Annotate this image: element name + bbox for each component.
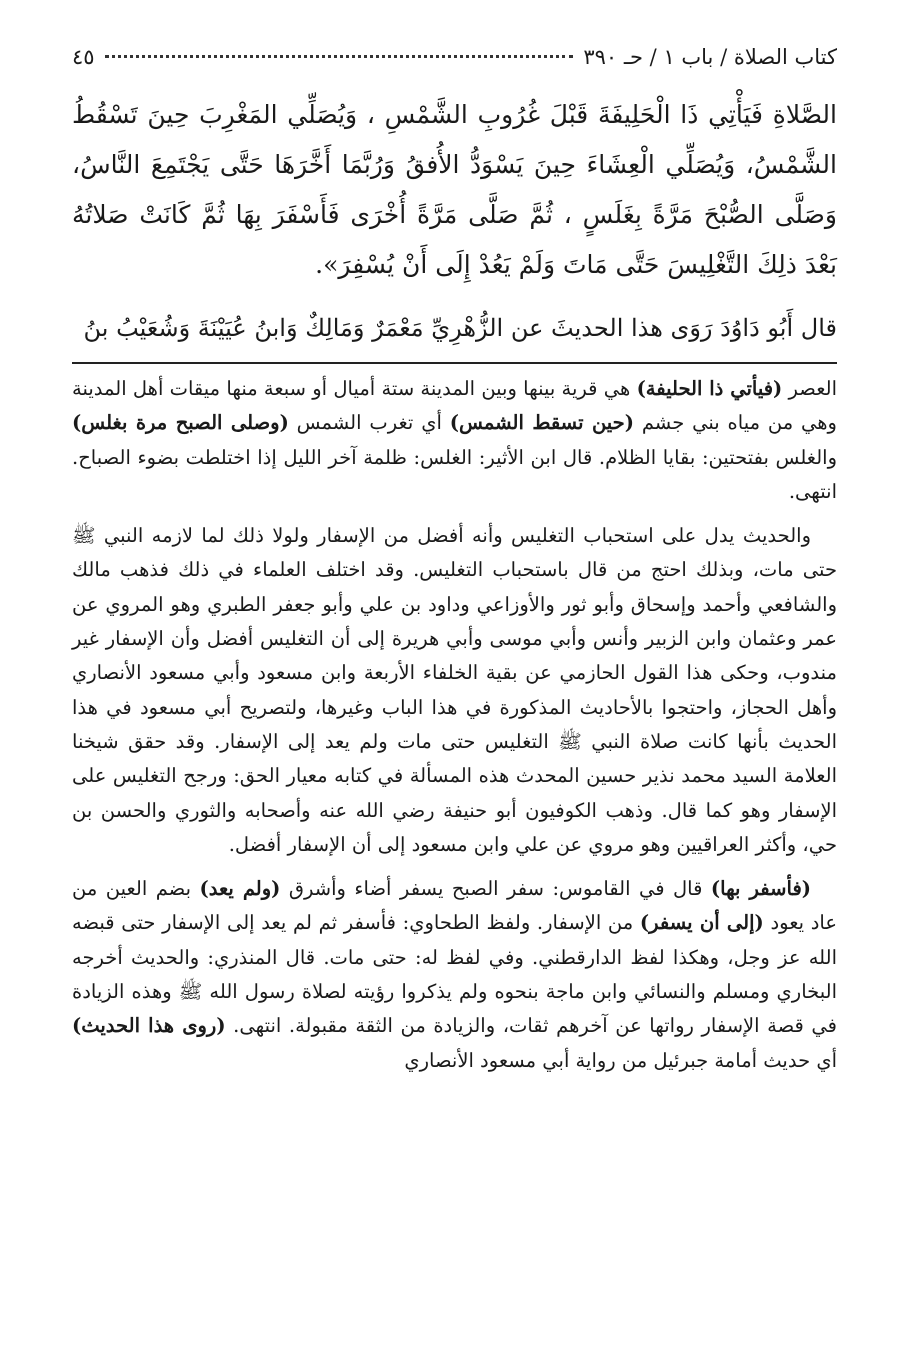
bold-quote: (فيأتي ذا الحليفة) (636, 377, 783, 400)
text-run: بضم العين من عاد يعود (72, 877, 837, 935)
hadith-text (72, 90, 837, 290)
page-number: ٤٥ (72, 45, 95, 69)
text-run: هي قرية بينها وبين المدينة ستة أميال أو سبعة منها ميقات أهل المدينة وهي من مياه بني جشم (72, 377, 837, 435)
bold-quote: (ولم يعد) (199, 877, 281, 901)
header-dotted-leader (105, 55, 574, 58)
text-run: العصر (782, 377, 837, 400)
commentary-paragraph-3 (72, 872, 837, 1078)
bold-quote: (حين تسقط الشمس) (449, 411, 634, 435)
commentary-paragraph-2: والحديث يدل على استحباب التغليس وأنه أفضل من الإسفار ولولا ذلك لما لازمه النبي ﷺ حتى مات، وبذلك احتج من قال باستحباب التغليس. وقد اختلف العلماء في ذلك فذهب مالك والشافعي وأحمد وإسحاق وأبو ثور والأوزاعي وداود بن علي وأبو جعفر الطبري وهو المروي عن عمر وعثمان وابن الزبير وأنس وأبي موسى وأبي هريرة إلى أن التغليس أفضل وأن الإسفار غير مندوب، وحكى هذا القول الحازمي عن بقية الخلفاء الأربعة وابن مسعود وأبي مسعود الأنصاري وأهل الحجاز، واحتجوا بالأحاديث المذكورة في هذا الباب وغيرها، ولتصريح أبي مسعود في هذا الحديث بأنها كانت صلاة النبي ﷺ التغليس حتى مات ولم يعد إلى الإسفار. وقد حقق شيخنا العلامة السيد محمد نذير حسين المحدث هذه المسألة في كتابه معيار الحق: ورجح التغليس على الإسفار وهو كما قال. وذهب الكوفيون أبو حنيفة رضي الله عنه وأصحابه والثوري والحسن بن حي، وأكثر العراقيين وهو مروي عن علي وابن مسعود إلى أن الإسفار أفضل. (72, 524, 837, 856)
commentary (72, 372, 837, 1078)
text-run: قال في القاموس: سفر الصبح يسفر أضاء وأشرق (280, 877, 711, 901)
footnote-separator (72, 362, 837, 364)
bold-quote: (إلى أن يسفر) (639, 911, 764, 935)
hadith-continuation: قال أَبُو دَاوُدَ رَوَى هذا الحديثَ عن الزُّهْرِيِّ مَعْمَرٌ وَمَالِكٌ وَابنُ عُيَيْنَةَ وَشُعَيْبُ بنُ (83, 314, 837, 342)
text-run: أي تغرب الشمس (288, 411, 450, 435)
bold-quote: (فأسفر بها) (710, 877, 811, 901)
text-run: من الإسفار. ولفظ الطحاوي: فأسفر ثم لم يعد إلى الإسفار حتى قبضه الله عز وجل، وهكذا لفظ الدارقطني. وفي لفظ له: حتى مات. قال المنذري: والحديث أخرجه البخاري ومسلم والنسائي وابن ماجة بنحوه ولم يذكروا رؤيته لصلاة رسول الله ﷺ وهذه الزيادة في قصة الإسفار رواتها عن آخرهم ثقات، والزيادة من الثقة مقبولة. انتهى. (72, 911, 837, 1038)
hadith-paragraph: الصَّلاةِ فَيَأْتِي ذَا الْحَلِيفَةَ قَبْلَ غُرُوبِ الشَّمْسِ ، وَيُصَلِّي المَغْرِبَ حِينَ تَسْقُطُ الشَّمْسُ، وَيُصَلِّي الْعِشَاءَ حِينَ يَسْوَدُّ الأُفقُ وَرُبَّمَا أَخَّرَهَا حَتَّى يَجْتَمِعَ النَّاسُ، وَصَلَّى الصُّبْحَ مَرَّةً بِغَلَسٍ ، ثُمَّ صَلَّى مَرَّةً أُخْرَى فَأَسْفَرَ بِهَا ثُمَّ كَانَتْ صَلاتُهُ بَعْدَ ذلِكَ التَّغْلِيسَ حَتَّى مَاتَ وَلَمْ يَعُدْ إِلَى أَنْ يُسْفِرَ». (72, 100, 837, 279)
commentary-paragraph-1 (72, 372, 837, 509)
bold-quote: (وصلى الصبح مرة بغلس) (72, 411, 289, 435)
running-header (72, 42, 837, 72)
text-run: والغلس بفتحتين: بقايا الظلام. قال ابن الأثير: الغلس: ظلمة آخر الليل إذا اختلطت بضوء الصباح. انتهى. (72, 445, 837, 503)
header-title: كتاب الصلاة / باب ١ / حـ ٣٩٠ (583, 45, 837, 69)
text-run: أي حديث أمامة جبرئيل من رواية أبي مسعود الأنصاري (404, 1048, 837, 1072)
bold-quote: (روى هذا الحديث) (72, 1014, 226, 1038)
